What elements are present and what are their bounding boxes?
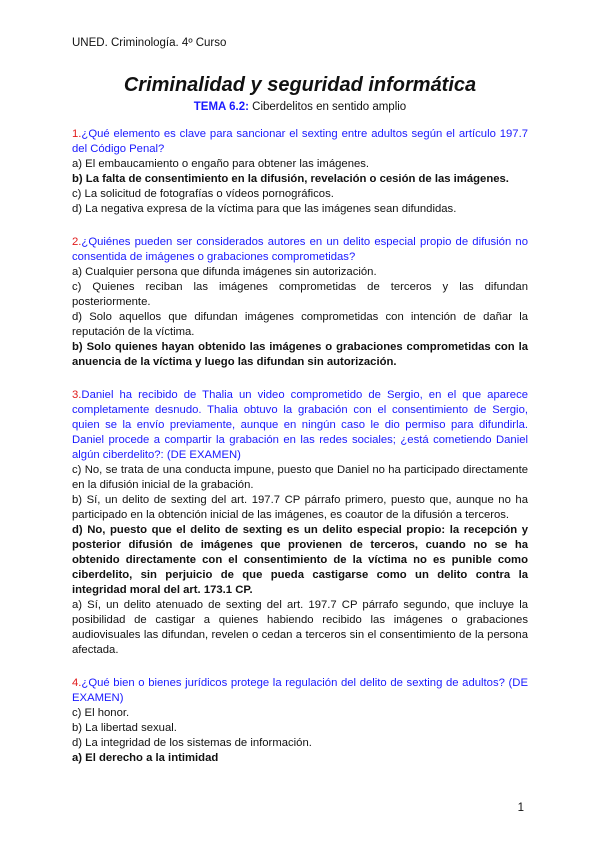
question-body: Daniel ha recibido de Thalia un video comprometido de Sergio, en el que aparece completamente desnudo. Thalia obtuvo la grabación con el consentimiento de Sergio, quien se la envío previamente, aunque en ningún caso le dio permiso para difundirla. Daniel procede a compartir la grabación en las redes sociales; ¿está cometiendo Daniel algún ciberdelito?: (DE EXAMEN)	[72, 389, 528, 461]
question-4	[72, 676, 528, 766]
correct-option: b) Solo quienes hayan obtenido las imágenes o grabaciones comprometidas con la anuencia de la víctima y luego las difundan sin autorización.	[72, 341, 528, 368]
question-2	[72, 235, 528, 370]
correct-option: d) No, puesto que el delito de sexting es un delito especial propio: la recepción y posterior difusión de imágenes que provienen de terceros, cuando no se ha obtenido directamente con el consentimiento de la víctima no es punible como ciberdelito, sin perjuicio de que pueda castigarse como un delito contra la integridad moral del art. 173.1 CP.	[72, 524, 528, 596]
option: b) La libertad sexual.	[72, 722, 177, 734]
subtitle	[0, 101, 600, 113]
questions-list	[72, 127, 528, 784]
option: d) La integridad de los sistemas de información.	[72, 737, 312, 749]
question-text	[72, 235, 528, 265]
question-1	[72, 127, 528, 217]
subtitle-label: TEMA 6.2:	[193, 101, 249, 113]
option: c) La solicitud de fotografías o vídeos pornográficos.	[72, 188, 334, 200]
option: a) El embaucamiento o engaño para obtener las imágenes.	[72, 158, 370, 170]
option: d) La negativa expresa de la víctima para que las imágenes sean difundidas.	[72, 203, 457, 215]
question-number: 1.	[72, 128, 82, 140]
option: a) Cualquier persona que difunda imágenes sin autorización.	[72, 266, 377, 278]
option: b) Sí, un delito de sexting del art. 197.7 CP párrafo primero, puesto que, aunque no ha participado en la obtención inicial de las imágenes, es coautor de la difusión a terceros.	[72, 494, 528, 521]
option: c) El honor.	[72, 707, 130, 719]
correct-option: b) La falta de consentimiento en la difusión, revelación o cesión de las imágenes.	[72, 173, 509, 185]
question-number: 3.	[72, 389, 82, 401]
page-title: Criminalidad y seguridad informática	[123, 74, 477, 96]
question-number: 2.	[72, 236, 82, 248]
question-3	[72, 388, 528, 658]
option: c) No, se trata de una conducta impune, puesto que Daniel no ha participado directamente en la difusión inicial de la grabación.	[72, 464, 528, 491]
question-body: ¿Qué bien o bienes jurídicos protege la regulación del delito de sexting de adultos? (DE EXAMEN)	[72, 677, 528, 704]
header-course: UNED. Criminología. 4º Curso	[72, 37, 227, 49]
question-number: 4.	[72, 677, 82, 689]
option: c) Quienes reciban las imágenes comprometidas de terceros y las difundan posteriormente.	[72, 281, 528, 308]
page-number: 1	[517, 802, 524, 814]
question-body: ¿Quiénes pueden ser considerados autores en un delito especial propio de difusión no consentida de imágenes o grabaciones comprometidas?	[72, 236, 528, 263]
subtitle-text: Ciberdelitos en sentido amplio	[248, 101, 407, 113]
question-text	[72, 388, 528, 463]
option: d) Solo aquellos que difundan imágenes comprometidas con intención de dañar la reputación de la víctima.	[72, 311, 528, 338]
correct-option: a) El derecho a la intimidad	[72, 752, 219, 764]
question-text	[72, 127, 528, 157]
question-text	[72, 676, 528, 706]
option: a) Sí, un delito atenuado de sexting del art. 197.7 CP párrafo segundo, que incluye la posibilidad de castigar a quienes habiendo recibido las imágenes o grabaciones audiovisuales las difundan, revelen o cedan a terceros sin el consentimiento de la persona afectada.	[72, 599, 528, 656]
question-body: ¿Qué elemento es clave para sancionar el sexting entre adultos según el artículo 197.7 del Código Penal?	[72, 128, 528, 155]
